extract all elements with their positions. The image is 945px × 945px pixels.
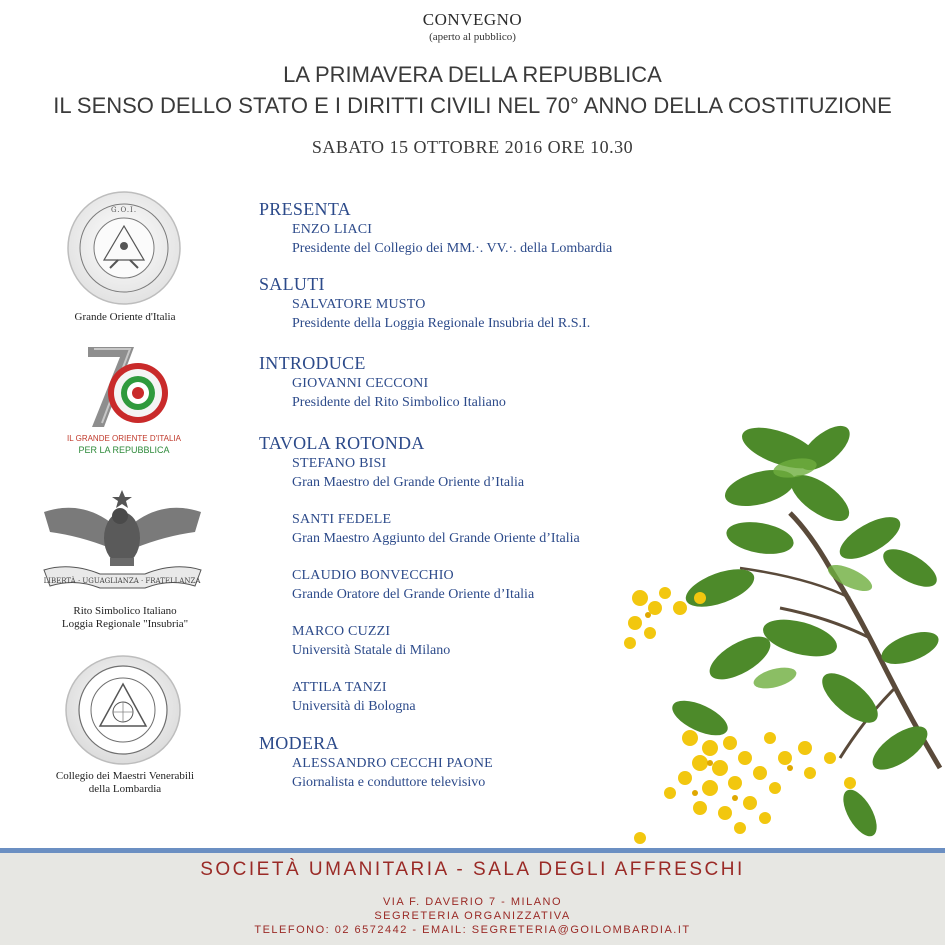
venue: SOCIETÀ UMANITARIA - SALA DEGLI AFFRESCHI xyxy=(200,859,745,880)
speaker xyxy=(259,678,679,716)
section-introduce xyxy=(259,352,679,412)
speaker-name: STEFANO BISI xyxy=(292,456,387,471)
speaker-name: ALESSANDRO CECCHI PAONE xyxy=(292,756,493,771)
program xyxy=(259,198,679,792)
seal-text: G.O.I. xyxy=(110,206,138,214)
speaker-role: Gran Maestro Aggiunto del Grande Oriente d’Italia xyxy=(292,531,580,546)
motto-text: LIBERTÀ · UGUAGLIANZA · FRATELLANZA xyxy=(43,577,201,585)
goi-caption: Grande Oriente d'Italia xyxy=(74,311,176,323)
speaker-role: Gran Maestro del Grande Oriente d’Italia xyxy=(292,475,525,490)
section-title: SALUTI xyxy=(259,274,325,294)
section-title: PRESENTA xyxy=(259,199,351,219)
speaker-name: SALVATORE MUSTO xyxy=(292,297,426,312)
footer-divider xyxy=(0,848,945,853)
rsi-eagle-logo xyxy=(40,488,205,598)
speaker-role: Presidente del Collegio dei MM.·. VV.·. della Lombardia xyxy=(292,241,613,256)
seventy-rosette-logo xyxy=(74,343,174,431)
speaker-name: GIOVANNI CECCONI xyxy=(292,376,429,391)
speaker-name: SANTI FEDELE xyxy=(292,512,392,527)
rsi-caption-2: Loggia Regionale "Insubria" xyxy=(61,618,189,630)
goi-seal-logo xyxy=(66,190,182,306)
section-title: MODERA xyxy=(259,733,339,753)
collegio-seal-logo xyxy=(64,654,182,766)
section-title: INTRODUCE xyxy=(259,353,366,373)
section-modera xyxy=(259,732,679,792)
speaker-role: Presidente del Rito Simbolico Italiano xyxy=(292,395,506,410)
speaker-role: Università Statale di Milano xyxy=(292,643,451,658)
speaker-role: Presidente della Loggia Regionale Insubria del R.S.I. xyxy=(292,316,591,331)
contacts: TELEFONO: 02 6572442 - EMAIL: SEGRETERIA@GOILOMBARDIA.IT xyxy=(254,924,691,936)
speaker xyxy=(259,454,679,492)
collegio-caption-1: Collegio dei Maestri Venerabili xyxy=(55,770,195,782)
seventy-caption-2: PER LA REPUBBLICA xyxy=(78,445,170,455)
speaker-role: Università di Bologna xyxy=(292,699,416,714)
speaker xyxy=(259,566,679,604)
section-presenta xyxy=(259,198,679,258)
speaker xyxy=(259,622,679,660)
kicker: CONVEGNO xyxy=(422,10,523,29)
speaker-name: ENZO LIACI xyxy=(292,222,373,237)
subkicker: (aperto al pubblico) xyxy=(429,31,516,43)
address: VIA F. DAVERIO 7 - MILANO xyxy=(382,896,563,908)
speaker-name: MARCO CUZZI xyxy=(292,624,391,639)
title-line-1: LA PRIMAVERA DELLA REPUBBLICA xyxy=(283,62,662,87)
section-saluti xyxy=(259,273,679,333)
section-title: TAVOLA ROTONDA xyxy=(259,433,425,453)
speaker-name: CLAUDIO BONVECCHIO xyxy=(292,568,454,583)
secretariat-label: SEGRETERIA ORGANIZZATIVA xyxy=(374,910,571,922)
seventy-caption-1: IL GRANDE ORIENTE D'ITALIA xyxy=(67,434,181,443)
event-date: SABATO 15 OTTOBRE 2016 ORE 10.30 xyxy=(311,137,634,157)
speaker xyxy=(259,510,679,548)
title-line-2: IL SENSO DELLO STATO E I DIRITTI CIVILI NEL 70° ANNO DELLA COSTITUZIONE xyxy=(53,93,892,118)
speaker-role: Giornalista e conduttore televisivo xyxy=(292,775,486,790)
collegio-caption-2: della Lombardia xyxy=(88,783,162,795)
speaker-role: Grande Oratore del Grande Oriente d’Italia xyxy=(292,587,535,602)
speaker-name: ATTILA TANZI xyxy=(292,680,387,695)
rsi-caption-1: Rito Simbolico Italiano xyxy=(73,605,177,617)
section-tavola-rotonda xyxy=(259,432,679,716)
